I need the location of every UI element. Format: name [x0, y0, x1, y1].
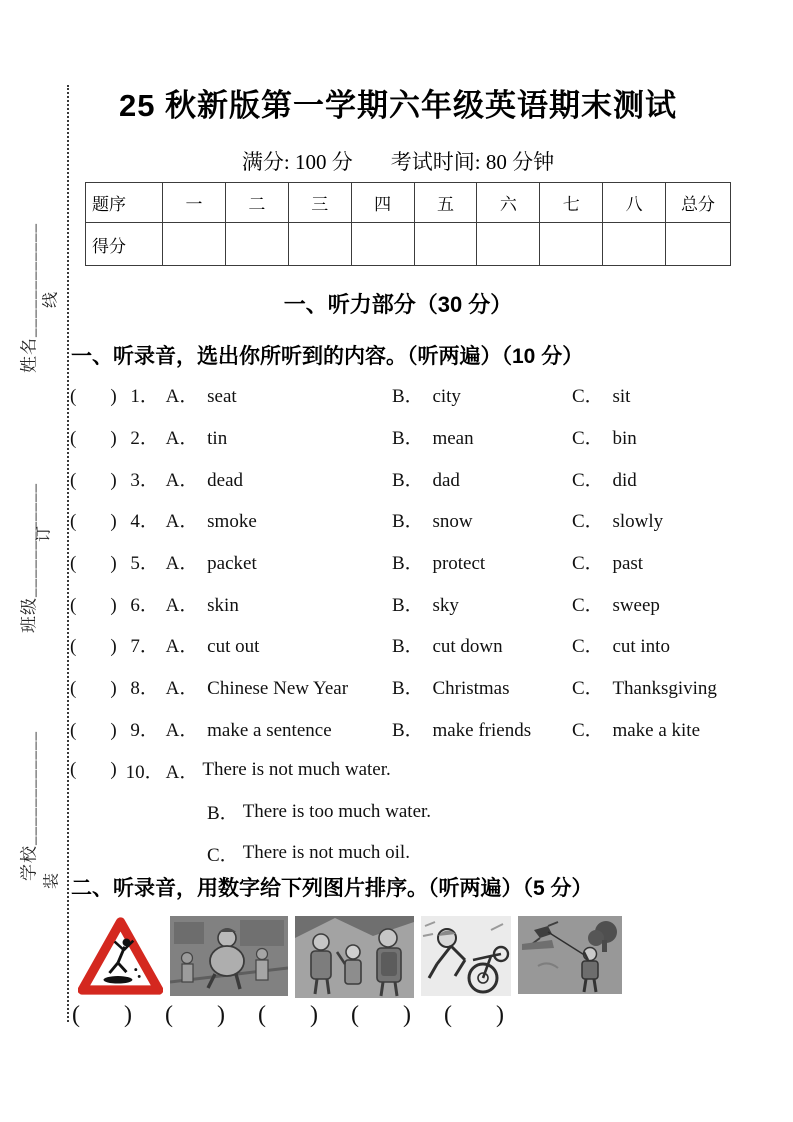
slip-warning-sign-image: [78, 916, 163, 996]
student-school-blank: 学校____________: [19, 731, 39, 881]
answer-paren: ( ): [70, 511, 117, 533]
option-a-text: smoke: [207, 511, 257, 533]
answer-blank: ( ): [444, 1002, 504, 1028]
question-option-b-cell: [390, 631, 570, 658]
question-number: 7．: [130, 636, 159, 658]
question-row: [70, 374, 760, 416]
answer-blank: ( ): [165, 1002, 225, 1028]
option-a-text: skin: [207, 594, 239, 616]
listening-section-title: 一、听力部分（30 分）: [283, 292, 513, 317]
question-option-a-cell: [70, 673, 390, 700]
student-class-blank: 班级____________: [19, 483, 39, 633]
answer-paren: ( ): [70, 759, 117, 781]
part2-instruction: 二、听录音，用数字给下列图片排序。（听两遍）（5 分）: [71, 877, 593, 900]
falling-person-warning-icon: [78, 916, 163, 996]
option-a-label: A．: [165, 761, 199, 783]
option-a-text: tin: [207, 428, 228, 450]
binding-dotted-line: [67, 85, 69, 1022]
binding-char-xian: 线: [42, 291, 60, 309]
question-row: [70, 416, 760, 458]
option-a-label: A．: [165, 511, 199, 533]
option-a-label: A．: [165, 678, 199, 700]
question-row: [70, 457, 760, 499]
option-c-label: C．: [572, 386, 604, 408]
question-row: [70, 582, 760, 624]
score-table: [85, 182, 731, 266]
option-c-label: C．: [572, 594, 604, 616]
question-option-a-cell: [70, 423, 390, 450]
question-option-b-cell: [390, 381, 570, 408]
question-row: [70, 708, 760, 750]
option-a-text: There is not much water.: [202, 759, 391, 781]
option-c-label: C．: [572, 553, 604, 575]
fat-man-walking-icon: [170, 916, 288, 996]
boy-falling-off-bike-icon: [421, 916, 511, 996]
boy-falling-off-bike-image: [421, 916, 511, 996]
option-a-text: dead: [207, 469, 244, 491]
score-table-column-header: 五: [414, 183, 477, 223]
option-b-text: sky: [432, 594, 459, 616]
option-c-text: slowly: [612, 511, 664, 533]
score-cell-empty: [414, 223, 477, 266]
option-b-label: B．: [392, 594, 424, 616]
question-option-b-cell: [390, 465, 570, 492]
binding-char-zhuang: 装: [43, 872, 61, 890]
fat-man-walking-image: [170, 916, 288, 996]
option-c-text: sit: [612, 386, 631, 408]
option-c-label: C．: [572, 678, 604, 700]
question-option-a-cell: [70, 715, 390, 742]
option-a-label: A．: [165, 553, 199, 575]
question-number: 2．: [130, 428, 159, 450]
option-a-label: A．: [165, 719, 199, 741]
question-option-b-cell: [390, 548, 570, 575]
student-name-blank: 姓名____________: [19, 223, 39, 373]
page-title: 25 秋新版第一学期六年级英语期末测试: [118, 88, 678, 123]
option-a-label: A．: [165, 469, 199, 491]
question-10-option-c: [70, 833, 760, 875]
option-c-label: C．: [572, 469, 604, 491]
option-c-label: C．: [207, 844, 239, 866]
question-option-b-cell: [390, 506, 570, 533]
option-b-label: B．: [392, 553, 424, 575]
answer-paren: ( ): [70, 719, 117, 741]
option-b-text: There is too much water.: [242, 800, 432, 822]
question-option-c-cell: [570, 548, 760, 575]
option-b-text: protect: [432, 553, 486, 575]
answer-paren: ( ): [70, 553, 117, 575]
question-row: [70, 541, 760, 583]
score-cell-empty: [225, 223, 288, 266]
score-table-column-header: 总分: [666, 183, 731, 223]
question-row: [70, 666, 760, 708]
score-table-column-header: 八: [603, 183, 666, 223]
option-c-text: make a kite: [612, 719, 701, 741]
question-number: 8．: [130, 678, 159, 700]
option-a-label: A．: [165, 636, 199, 658]
option-a-label: A．: [165, 428, 199, 450]
question-number: 1．: [130, 386, 159, 408]
answer-blank: ( ): [72, 1002, 132, 1028]
exam-meta: [68, 146, 728, 176]
option-a-text: Chinese New Year: [207, 678, 349, 700]
option-c-text: did: [612, 469, 637, 491]
answer-blank: ( ): [351, 1002, 411, 1028]
exam-time-label: 考试时间: 80 分钟: [390, 150, 555, 174]
question-10-option-b: [70, 791, 760, 833]
question-option-c-cell: [570, 590, 760, 617]
option-b-text: dad: [432, 469, 460, 491]
binding-char-ding: 订: [35, 525, 53, 543]
boy-flying-kite-icon: [518, 916, 622, 994]
option-b-text: city: [432, 386, 461, 408]
question-option-a-cell: [70, 465, 390, 492]
question-option-b-cell: [390, 423, 570, 450]
question-number: 5．: [130, 553, 159, 575]
question-option-a-cell: [70, 631, 390, 658]
score-cell-empty: [163, 223, 226, 266]
option-c-text: There is not much oil.: [242, 842, 410, 864]
part1-instruction: 一、听录音，选出你所听到的内容。（听两遍）（10 分）: [71, 345, 584, 368]
answer-paren: ( ): [70, 386, 117, 408]
score-table-column-header: 四: [351, 183, 414, 223]
score-cell-empty: [540, 223, 603, 266]
question-option-c-cell: [570, 381, 760, 408]
question-option-b-cell: [390, 715, 570, 742]
option-c-text: bin: [612, 428, 637, 450]
part2-picture-row: [78, 916, 622, 998]
answer-paren: ( ): [70, 678, 117, 700]
option-b-label: B．: [392, 511, 424, 533]
question-option-c-cell: [570, 465, 760, 492]
answer-blank: ( ): [258, 1002, 318, 1028]
option-c-label: C．: [572, 636, 604, 658]
question-option-c-cell: [570, 631, 760, 658]
option-c-text: sweep: [612, 594, 660, 616]
question-option-b-cell: [390, 590, 570, 617]
score-table-column-header: 三: [288, 183, 351, 223]
option-b-text: cut down: [432, 636, 503, 658]
score-table-corner-label: 题序: [86, 183, 163, 223]
option-b-text: make friends: [432, 719, 532, 741]
option-b-label: B．: [207, 803, 239, 825]
option-a-label: A．: [165, 594, 199, 616]
option-b-label: B．: [392, 678, 424, 700]
question-option-c-cell: [570, 423, 760, 450]
question-option-a-cell: [70, 506, 390, 533]
question-row: [70, 749, 760, 791]
score-table-column-header: 二: [225, 183, 288, 223]
score-cell-empty: [351, 223, 414, 266]
score-cell-empty: [288, 223, 351, 266]
score-table-column-header: 六: [477, 183, 540, 223]
full-score-label: 满分: 100 分: [241, 150, 353, 174]
answer-paren: ( ): [70, 594, 117, 616]
question-row: [70, 624, 760, 666]
part1-question-list: [70, 374, 760, 874]
question-option-c-cell: [570, 715, 760, 742]
students-with-backpacks-image: [295, 916, 414, 998]
option-c-label: C．: [572, 719, 604, 741]
option-b-label: B．: [392, 386, 424, 408]
score-row-label: 得分: [86, 223, 163, 266]
boy-flying-kite-image: [518, 916, 622, 994]
score-table-column-header: 七: [540, 183, 603, 223]
option-c-label: C．: [572, 511, 604, 533]
option-b-text: snow: [432, 511, 473, 533]
score-cell-empty: [477, 223, 540, 266]
question-row: [70, 499, 760, 541]
option-b-label: B．: [392, 428, 424, 450]
question-number: 6．: [130, 594, 159, 616]
question-option-c-cell: [570, 673, 760, 700]
option-c-label: C．: [572, 428, 604, 450]
option-b-label: B．: [392, 469, 424, 491]
option-a-text: cut out: [207, 636, 260, 658]
option-a-text: seat: [207, 386, 237, 408]
option-a-text: packet: [207, 553, 257, 575]
question-number: 9．: [130, 719, 159, 741]
answer-paren: ( ): [70, 636, 117, 658]
question-number: 3．: [130, 469, 159, 491]
option-a-text: make a sentence: [207, 719, 332, 741]
option-b-label: B．: [392, 719, 424, 741]
question-number: 4．: [130, 511, 159, 533]
part2-answer-blanks: [72, 1002, 537, 1029]
answer-paren: ( ): [70, 469, 117, 491]
question-option-a-cell: [70, 590, 390, 617]
score-cell-empty: [603, 223, 666, 266]
score-table-header-row: [86, 183, 731, 223]
answer-paren: ( ): [70, 428, 117, 450]
option-b-label: B．: [392, 636, 424, 658]
question-number: 10．: [125, 761, 164, 783]
option-b-text: Christmas: [432, 678, 510, 700]
option-c-text: cut into: [612, 636, 670, 658]
score-table-column-header: 一: [163, 183, 226, 223]
option-b-text: mean: [432, 428, 474, 450]
question-option-c-cell: [570, 506, 760, 533]
option-c-text: past: [612, 553, 644, 575]
option-a-label: A．: [165, 386, 199, 408]
question-option-a-cell: [70, 548, 390, 575]
score-cell-empty: [666, 223, 731, 266]
question-option-a-cell: [70, 381, 390, 408]
option-c-text: Thanksgiving: [612, 678, 717, 700]
question-option-b-cell: [390, 673, 570, 700]
children-with-backpacks-icon: [295, 916, 414, 998]
score-table-score-row: [86, 223, 731, 266]
